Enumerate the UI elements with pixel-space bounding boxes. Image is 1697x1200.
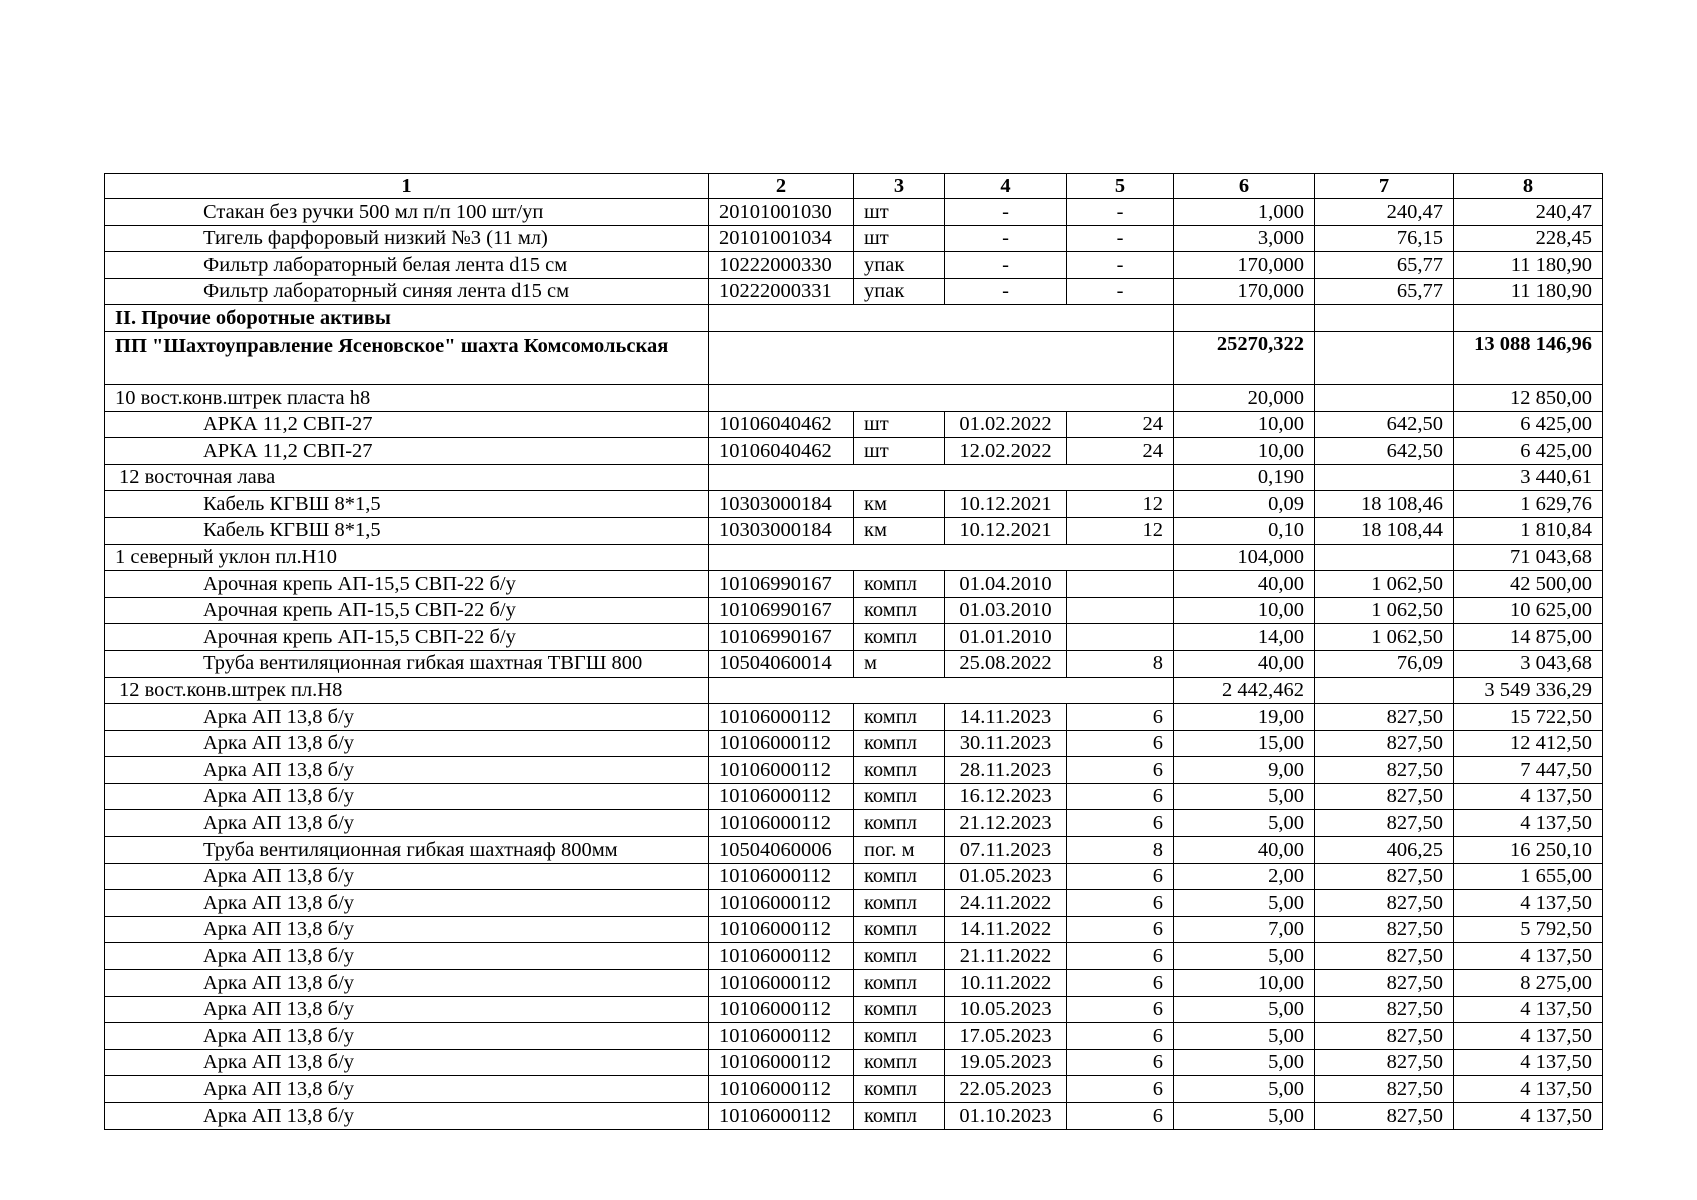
item-life-cell: 6 [1067,757,1174,784]
item-code-cell: 10106000112 [709,970,854,997]
item-sum-cell: 4 137,50 [1454,1076,1603,1103]
table-row [105,943,1603,970]
column-number-row [105,174,1603,199]
item-price-cell: 1 062,50 [1315,571,1454,598]
item-qty-cell: 9,00 [1174,757,1315,784]
table-row [105,278,1603,305]
item-unit-cell: компл [854,943,945,970]
item-qty-cell: 5,00 [1174,783,1315,810]
item-unit-cell: компл [854,1049,945,1076]
item-date-cell: 14.11.2022 [945,916,1067,943]
item-unit-cell: компл [854,704,945,731]
item-unit-cell: компл [854,810,945,837]
empty-cell [709,677,1174,704]
item-price-cell: 827,50 [1315,1076,1454,1103]
item-sum-cell: 1 810,84 [1454,517,1603,544]
item-sum-cell: 15 722,50 [1454,704,1603,731]
item-sum-cell: 8 275,00 [1454,970,1603,997]
item-unit-cell: км [854,491,945,518]
table-row [105,438,1603,465]
item-unit-cell: компл [854,1103,945,1130]
group-qty-cell: 2 442,462 [1174,677,1315,704]
item-date-cell: 01.05.2023 [945,863,1067,890]
item-unit-cell: компл [854,916,945,943]
empty-cell [709,464,1174,491]
item-name-cell: Арочная крепь АП-15,5 СВП-22 б/у [105,624,709,651]
table-row [105,597,1603,624]
item-qty-cell: 5,00 [1174,1049,1315,1076]
item-life-cell: 24 [1067,438,1174,465]
item-date-cell: 10.12.2021 [945,491,1067,518]
item-qty-cell: 40,00 [1174,571,1315,598]
item-date-cell: 07.11.2023 [945,837,1067,864]
item-unit-cell: компл [854,996,945,1023]
item-life-cell: - [1067,252,1174,279]
item-life-cell: 8 [1067,650,1174,677]
item-unit-cell: компл [854,757,945,784]
item-sum-cell: 4 137,50 [1454,783,1603,810]
item-name-cell: Арка АП 13,8 б/у [105,943,709,970]
group-row [105,544,1603,571]
item-price-cell: 1 062,50 [1315,597,1454,624]
item-name-cell: Арка АП 13,8 б/у [105,890,709,917]
table-row [105,411,1603,438]
column-header: 6 [1174,174,1315,199]
item-code-cell: 10106990167 [709,571,854,598]
item-qty-cell: 7,00 [1174,916,1315,943]
item-sum-cell: 4 137,50 [1454,1023,1603,1050]
item-sum-cell: 16 250,10 [1454,837,1603,864]
empty-cell [709,331,1174,384]
group-qty-cell: 20,000 [1174,384,1315,411]
group-sum-cell: 3 549 336,29 [1454,677,1603,704]
item-qty-cell: 5,00 [1174,943,1315,970]
item-life-cell: 12 [1067,517,1174,544]
table-row [105,1103,1603,1130]
item-unit-cell: пог. м [854,837,945,864]
item-code-cell: 10106000112 [709,1103,854,1130]
item-qty-cell: 0,10 [1174,517,1315,544]
item-date-cell: 01.02.2022 [945,411,1067,438]
item-code-cell: 10106000112 [709,757,854,784]
table-row [105,916,1603,943]
item-price-cell: 827,50 [1315,943,1454,970]
column-header: 2 [709,174,854,199]
item-price-cell: 827,50 [1315,757,1454,784]
item-price-cell: 406,25 [1315,837,1454,864]
column-header: 3 [854,174,945,199]
item-name-cell: Кабель КГВШ 8*1,5 [105,491,709,518]
table-row [105,996,1603,1023]
item-qty-cell: 40,00 [1174,650,1315,677]
item-date-cell: 12.02.2022 [945,438,1067,465]
item-name-cell: Кабель КГВШ 8*1,5 [105,517,709,544]
item-name-cell: Арка АП 13,8 б/у [105,970,709,997]
item-life-cell: 6 [1067,730,1174,757]
section-row [105,305,1603,332]
item-code-cell: 10106990167 [709,597,854,624]
item-sum-cell: 4 137,50 [1454,996,1603,1023]
item-qty-cell: 5,00 [1174,1103,1315,1130]
enterprise-sum-cell: 13 088 146,96 [1454,331,1603,384]
item-price-cell: 827,50 [1315,996,1454,1023]
item-code-cell: 20101001034 [709,225,854,252]
item-code-cell: 10106000112 [709,1023,854,1050]
item-code-cell: 10504060014 [709,650,854,677]
item-price-cell: 827,50 [1315,783,1454,810]
empty-cell [709,305,1174,332]
item-unit-cell: компл [854,970,945,997]
item-date-cell: 10.11.2022 [945,970,1067,997]
table-row [105,199,1603,226]
item-price-cell: 76,09 [1315,650,1454,677]
item-sum-cell: 1 655,00 [1454,863,1603,890]
group-sum-cell: 71 043,68 [1454,544,1603,571]
item-sum-cell: 6 425,00 [1454,411,1603,438]
section-title: II. Прочие оборотные активы [105,305,709,332]
item-code-cell: 10303000184 [709,517,854,544]
item-unit-cell: компл [854,1023,945,1050]
item-qty-cell: 15,00 [1174,730,1315,757]
item-life-cell: 6 [1067,943,1174,970]
item-name-cell: АРКА 11,2 СВП-27 [105,438,709,465]
item-life-cell [1067,597,1174,624]
item-code-cell: 10303000184 [709,491,854,518]
item-qty-cell: 10,00 [1174,438,1315,465]
item-unit-cell: компл [854,730,945,757]
item-date-cell: - [945,278,1067,305]
item-life-cell: 24 [1067,411,1174,438]
item-price-cell: 827,50 [1315,730,1454,757]
item-price-cell: 827,50 [1315,810,1454,837]
item-date-cell: 25.08.2022 [945,650,1067,677]
item-price-cell: 65,77 [1315,252,1454,279]
group-qty-cell: 104,000 [1174,544,1315,571]
group-sum-cell: 12 850,00 [1454,384,1603,411]
item-date-cell: 17.05.2023 [945,1023,1067,1050]
empty-cell [1454,305,1603,332]
item-unit-cell: компл [854,890,945,917]
table-row [105,1076,1603,1103]
table-row [105,783,1603,810]
item-sum-cell: 4 137,50 [1454,1103,1603,1130]
item-unit-cell: компл [854,571,945,598]
empty-cell [1174,305,1315,332]
group-row [105,464,1603,491]
item-sum-cell: 1 629,76 [1454,491,1603,518]
item-unit-cell: упак [854,278,945,305]
item-name-cell: Фильтр лабораторный белая лента d15 см [105,252,709,279]
item-qty-cell: 5,00 [1174,1076,1315,1103]
group-name-cell: 10 вост.конв.штрек пласта h8 [105,384,709,411]
table-row [105,863,1603,890]
item-qty-cell: 0,09 [1174,491,1315,518]
item-name-cell: Арка АП 13,8 б/у [105,1023,709,1050]
table-row [105,491,1603,518]
item-sum-cell: 228,45 [1454,225,1603,252]
item-sum-cell: 4 137,50 [1454,943,1603,970]
item-price-cell: 827,50 [1315,704,1454,731]
item-sum-cell: 4 137,50 [1454,810,1603,837]
item-price-cell: 827,50 [1315,970,1454,997]
item-code-cell: 10106000112 [709,916,854,943]
item-date-cell: - [945,199,1067,226]
item-code-cell: 10106000112 [709,1049,854,1076]
item-code-cell: 10106000112 [709,730,854,757]
item-date-cell: 19.05.2023 [945,1049,1067,1076]
column-header: 5 [1067,174,1174,199]
item-name-cell: Арка АП 13,8 б/у [105,1103,709,1130]
item-price-cell: 827,50 [1315,916,1454,943]
item-date-cell: 01.04.2010 [945,571,1067,598]
item-name-cell: АРКА 11,2 СВП-27 [105,411,709,438]
item-price-cell: 827,50 [1315,1023,1454,1050]
item-code-cell: 10106000112 [709,783,854,810]
table-row [105,624,1603,651]
item-date-cell: 16.12.2023 [945,783,1067,810]
item-code-cell: 10222000330 [709,252,854,279]
item-price-cell: 18 108,46 [1315,491,1454,518]
item-code-cell: 10106040462 [709,438,854,465]
item-sum-cell: 11 180,90 [1454,252,1603,279]
item-price-cell: 76,15 [1315,225,1454,252]
item-price-cell: 827,50 [1315,1049,1454,1076]
empty-cell [1315,677,1454,704]
item-code-cell: 10106000112 [709,1076,854,1103]
item-sum-cell: 4 137,50 [1454,1049,1603,1076]
table-row [105,730,1603,757]
item-qty-cell: 14,00 [1174,624,1315,651]
inventory-table [104,173,1603,1130]
item-unit-cell: м [854,650,945,677]
item-price-cell: 1 062,50 [1315,624,1454,651]
item-life-cell: 6 [1067,704,1174,731]
item-qty-cell: 170,000 [1174,278,1315,305]
item-life-cell: 6 [1067,783,1174,810]
item-life-cell: 6 [1067,810,1174,837]
group-row [105,384,1603,411]
item-date-cell: 01.01.2010 [945,624,1067,651]
item-code-cell: 10106990167 [709,624,854,651]
item-date-cell: 01.10.2023 [945,1103,1067,1130]
item-price-cell: 240,47 [1315,199,1454,226]
item-qty-cell: 40,00 [1174,837,1315,864]
item-unit-cell: шт [854,225,945,252]
item-unit-cell: компл [854,1076,945,1103]
item-life-cell: 6 [1067,863,1174,890]
item-price-cell: 827,50 [1315,890,1454,917]
item-life-cell: - [1067,225,1174,252]
item-life-cell: 6 [1067,970,1174,997]
item-life-cell: 8 [1067,837,1174,864]
table-row [105,704,1603,731]
column-header: 1 [105,174,709,199]
item-code-cell: 10106000112 [709,890,854,917]
item-name-cell: Арка АП 13,8 б/у [105,863,709,890]
item-name-cell: Труба вентиляционная гибкая шахтнаяф 800мм [105,837,709,864]
item-code-cell: 10222000331 [709,278,854,305]
item-sum-cell: 6 425,00 [1454,438,1603,465]
item-name-cell: Арка АП 13,8 б/у [105,996,709,1023]
item-date-cell: 24.11.2022 [945,890,1067,917]
item-sum-cell: 14 875,00 [1454,624,1603,651]
item-life-cell: 6 [1067,916,1174,943]
group-name-cell: 1 северный уклон пл.Н10 [105,544,709,571]
table-row [105,970,1603,997]
item-date-cell: 21.12.2023 [945,810,1067,837]
empty-cell [709,544,1174,571]
item-name-cell: Арочная крепь АП-15,5 СВП-22 б/у [105,571,709,598]
item-date-cell: 01.03.2010 [945,597,1067,624]
item-name-cell: Арка АП 13,8 б/у [105,783,709,810]
table-row [105,890,1603,917]
item-life-cell: 12 [1067,491,1174,518]
table-row [105,225,1603,252]
item-unit-cell: упак [854,252,945,279]
item-date-cell: 22.05.2023 [945,1076,1067,1103]
item-date-cell: 14.11.2023 [945,704,1067,731]
item-date-cell: 30.11.2023 [945,730,1067,757]
item-qty-cell: 2,00 [1174,863,1315,890]
group-name-cell: 12 вост.конв.штрек пл.Н8 [105,677,709,704]
item-life-cell [1067,571,1174,598]
item-price-cell: 827,50 [1315,863,1454,890]
table-row [105,810,1603,837]
table-row [105,650,1603,677]
item-qty-cell: 10,00 [1174,411,1315,438]
group-row [105,677,1603,704]
item-sum-cell: 3 043,68 [1454,650,1603,677]
item-qty-cell: 170,000 [1174,252,1315,279]
item-qty-cell: 1,000 [1174,199,1315,226]
item-sum-cell: 7 447,50 [1454,757,1603,784]
enterprise-name-cell: ПП "Шахтоуправление Ясеновское" шахта Комсомольская [105,331,709,384]
item-life-cell: 6 [1067,1103,1174,1130]
item-qty-cell: 5,00 [1174,996,1315,1023]
enterprise-row [105,331,1603,384]
item-date-cell: 10.12.2021 [945,517,1067,544]
item-name-cell: Арка АП 13,8 б/у [105,730,709,757]
column-header: 4 [945,174,1067,199]
item-date-cell: - [945,225,1067,252]
empty-cell [709,384,1174,411]
table-row [105,1023,1603,1050]
item-qty-cell: 5,00 [1174,810,1315,837]
item-price-cell: 65,77 [1315,278,1454,305]
item-unit-cell: компл [854,783,945,810]
table-row [105,757,1603,784]
empty-cell [1315,544,1454,571]
item-name-cell: Арка АП 13,8 б/у [105,810,709,837]
item-unit-cell: компл [854,863,945,890]
item-qty-cell: 5,00 [1174,890,1315,917]
item-qty-cell: 19,00 [1174,704,1315,731]
item-name-cell: Арочная крепь АП-15,5 СВП-22 б/у [105,597,709,624]
item-date-cell: - [945,252,1067,279]
table-row [105,252,1603,279]
item-date-cell: 28.11.2023 [945,757,1067,784]
item-qty-cell: 10,00 [1174,597,1315,624]
item-life-cell: 6 [1067,996,1174,1023]
table-row [105,517,1603,544]
table-body [105,174,1603,1130]
item-sum-cell: 42 500,00 [1454,571,1603,598]
item-code-cell: 10106000112 [709,810,854,837]
empty-cell [1315,384,1454,411]
item-name-cell: Фильтр лабораторный синяя лента d15 см [105,278,709,305]
item-qty-cell: 3,000 [1174,225,1315,252]
item-unit-cell: компл [854,624,945,651]
item-name-cell: Арка АП 13,8 б/у [105,1049,709,1076]
item-price-cell: 18 108,44 [1315,517,1454,544]
table-row [105,837,1603,864]
item-code-cell: 10106000112 [709,996,854,1023]
item-life-cell: - [1067,199,1174,226]
item-life-cell: - [1067,278,1174,305]
column-header: 8 [1454,174,1603,199]
item-life-cell: 6 [1067,1023,1174,1050]
column-header: 7 [1315,174,1454,199]
enterprise-qty-cell: 25270,322 [1174,331,1315,384]
item-date-cell: 21.11.2022 [945,943,1067,970]
table-row [105,1049,1603,1076]
item-unit-cell: компл [854,597,945,624]
item-life-cell: 6 [1067,1049,1174,1076]
item-unit-cell: шт [854,411,945,438]
empty-cell [1315,305,1454,332]
item-unit-cell: шт [854,199,945,226]
empty-cell [1315,331,1454,384]
group-sum-cell: 3 440,61 [1454,464,1603,491]
table-row [105,571,1603,598]
item-price-cell: 642,50 [1315,438,1454,465]
item-unit-cell: км [854,517,945,544]
item-qty-cell: 5,00 [1174,1023,1315,1050]
item-name-cell: Арка АП 13,8 б/у [105,1076,709,1103]
item-date-cell: 10.05.2023 [945,996,1067,1023]
item-sum-cell: 11 180,90 [1454,278,1603,305]
item-price-cell: 642,50 [1315,411,1454,438]
item-name-cell: Арка АП 13,8 б/у [105,757,709,784]
item-code-cell: 10504060006 [709,837,854,864]
item-code-cell: 10106000112 [709,943,854,970]
group-name-cell: 12 восточная лава [105,464,709,491]
item-sum-cell: 4 137,50 [1454,890,1603,917]
item-sum-cell: 5 792,50 [1454,916,1603,943]
item-life-cell: 6 [1067,1076,1174,1103]
item-sum-cell: 12 412,50 [1454,730,1603,757]
item-unit-cell: шт [854,438,945,465]
item-code-cell: 10106000112 [709,704,854,731]
item-life-cell [1067,624,1174,651]
item-code-cell: 20101001030 [709,199,854,226]
item-name-cell: Арка АП 13,8 б/у [105,704,709,731]
item-name-cell: Стакан без ручки 500 мл п/п 100 шт/уп [105,199,709,226]
item-life-cell: 6 [1067,890,1174,917]
item-qty-cell: 10,00 [1174,970,1315,997]
item-sum-cell: 10 625,00 [1454,597,1603,624]
item-name-cell: Арка АП 13,8 б/у [105,916,709,943]
empty-cell [1315,464,1454,491]
item-sum-cell: 240,47 [1454,199,1603,226]
item-code-cell: 10106040462 [709,411,854,438]
item-code-cell: 10106000112 [709,863,854,890]
item-price-cell: 827,50 [1315,1103,1454,1130]
item-name-cell: Тигель фарфоровый низкий №3 (11 мл) [105,225,709,252]
group-qty-cell: 0,190 [1174,464,1315,491]
item-name-cell: Труба вентиляционная гибкая шахтная ТВГШ 800 [105,650,709,677]
